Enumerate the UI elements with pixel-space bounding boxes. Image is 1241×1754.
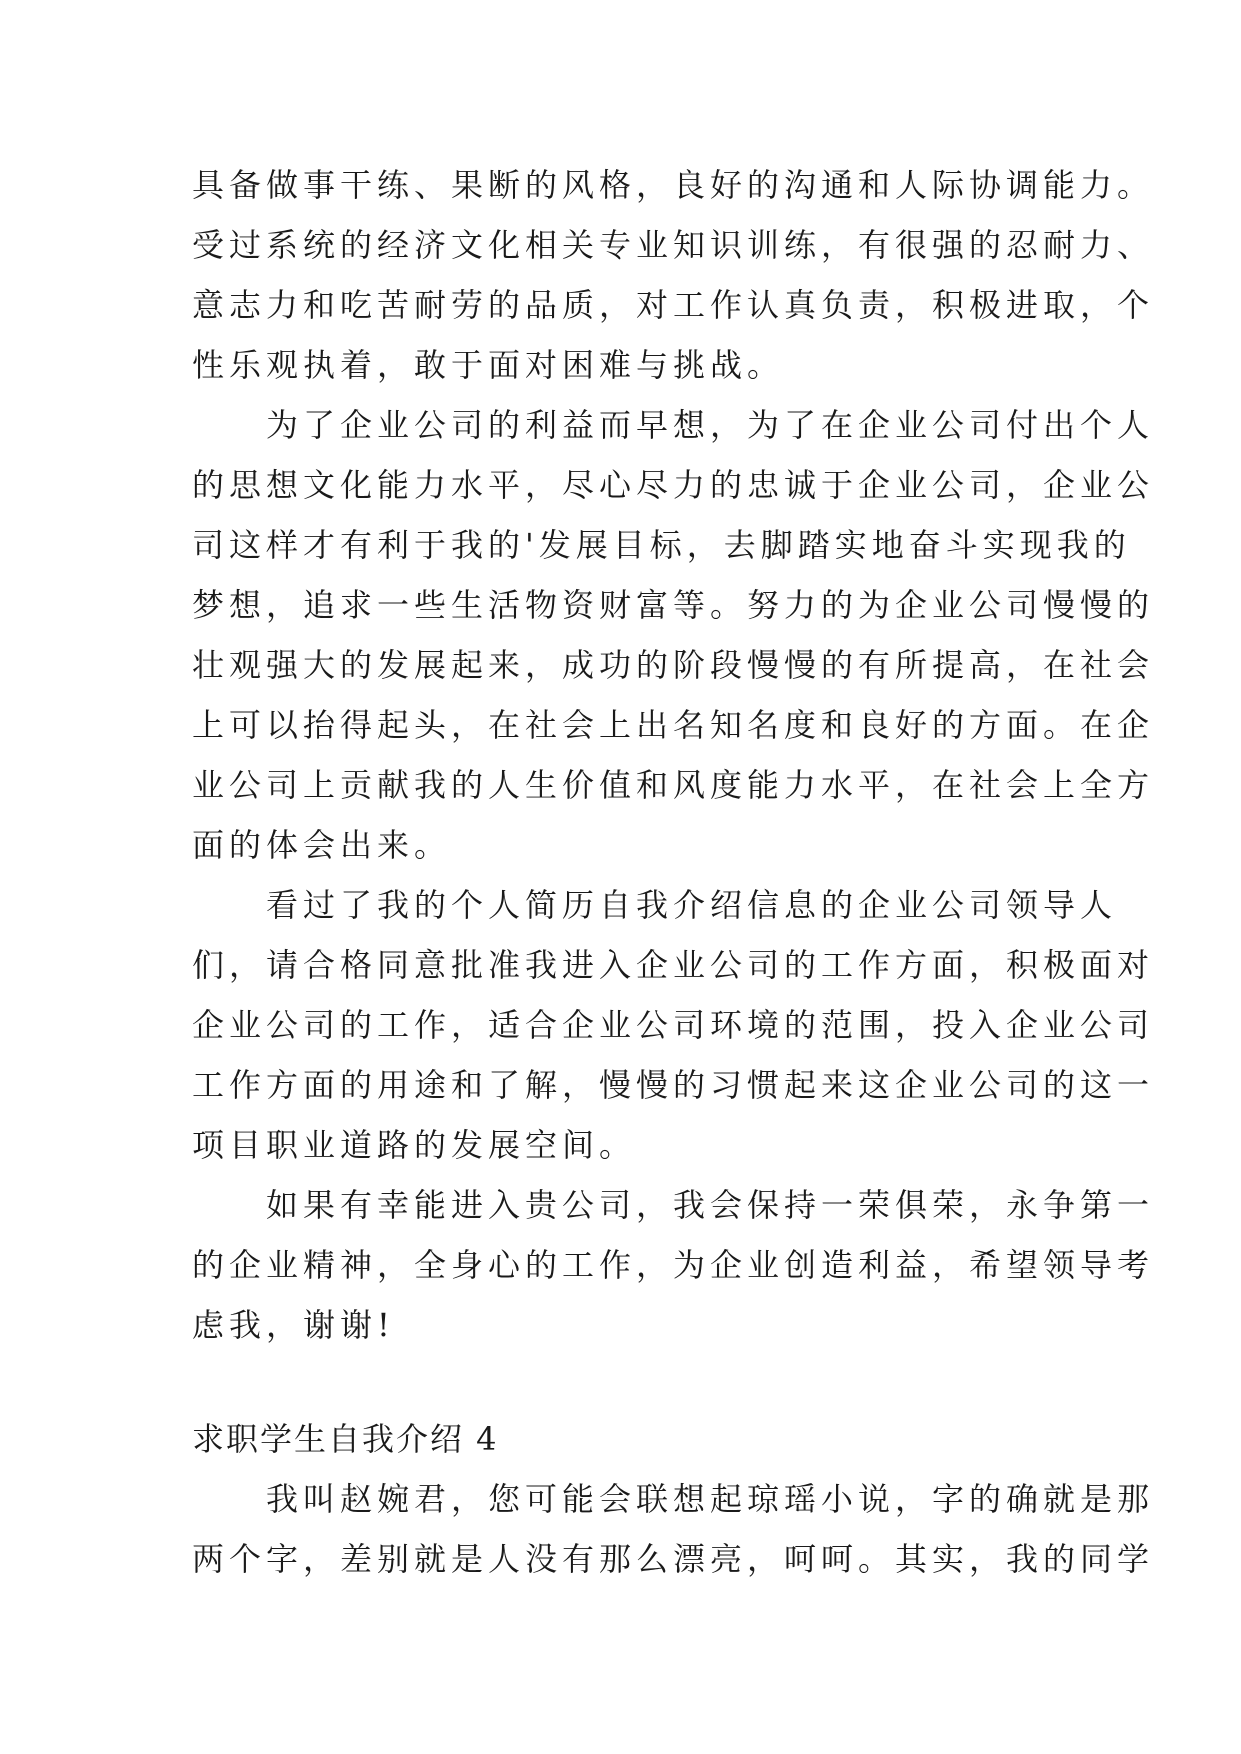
text-line: 虑我，谢谢! xyxy=(192,1306,395,1344)
text-line: 业公司上贡献我的人生价值和风度能力水平，在社会上全方 xyxy=(192,766,1155,804)
paragraph-5 xyxy=(192,1469,1155,1589)
text-line: 司这样才有利于我的'发展目标，去脚踏实地奋斗实现我的 xyxy=(192,526,1131,564)
document-body xyxy=(192,155,1155,1589)
text-line: 为了企业公司的利益而早想，为了在企业公司付出个人 xyxy=(192,406,1155,444)
paragraph-4 xyxy=(192,1175,1155,1355)
text-line: 受过系统的经济文化相关专业知识训练，有很强的忍耐力、 xyxy=(192,226,1155,264)
text-line: 我叫赵婉君，您可能会联想起琼瑶小说，字的确就是那 xyxy=(192,1480,1155,1518)
text-line: 壮观强大的发展起来，成功的阶段慢慢的有所提高，在社会 xyxy=(192,646,1155,684)
text-line: 意志力和吃苦耐劳的品质，对工作认真负责，积极进取，个 xyxy=(192,286,1155,324)
text-line: 看过了我的个人简历自我介绍信息的企业公司领导人 xyxy=(192,886,1118,924)
text-line: 性乐观执着，敢于面对困难与挑战。 xyxy=(192,346,785,384)
text-line: 上可以抬得起头，在社会上出名知名度和良好的方面。在企 xyxy=(192,706,1155,744)
section-heading: 求职学生自我介绍 4 xyxy=(192,1420,499,1458)
text-line: 如果有幸能进入贵公司，我会保持一荣俱荣，永争第一 xyxy=(192,1186,1155,1224)
text-line: 工作方面的用途和了解，慢慢的习惯起来这企业公司的这一 xyxy=(192,1066,1155,1104)
text-line: 两个字，差别就是人没有那么漂亮，呵呵。其实，我的同学 xyxy=(192,1540,1155,1578)
text-line: 企业公司的工作，适合企业公司环境的范围，投入企业公司 xyxy=(192,1006,1155,1044)
text-line: 的思想文化能力水平，尽心尽力的忠诚于企业公司，企业公 xyxy=(192,466,1155,504)
paragraph-2 xyxy=(192,395,1155,875)
text-line: 们，请合格同意批准我进入企业公司的工作方面，积极面对 xyxy=(192,946,1155,984)
text-line: 项目职业道路的发展空间。 xyxy=(192,1126,637,1164)
text-line: 梦想，追求一些生活物资财富等。努力的为企业公司慢慢的 xyxy=(192,586,1155,624)
paragraph-3 xyxy=(192,875,1155,1175)
paragraph-1 xyxy=(192,155,1155,395)
text-line: 具备做事干练、果断的风格，良好的沟通和人际协调能力。 xyxy=(192,166,1155,204)
text-line: 面的体会出来。 xyxy=(192,826,452,864)
text-line: 的企业精神，全身心的工作，为企业创造利益，希望领导考 xyxy=(192,1246,1155,1284)
